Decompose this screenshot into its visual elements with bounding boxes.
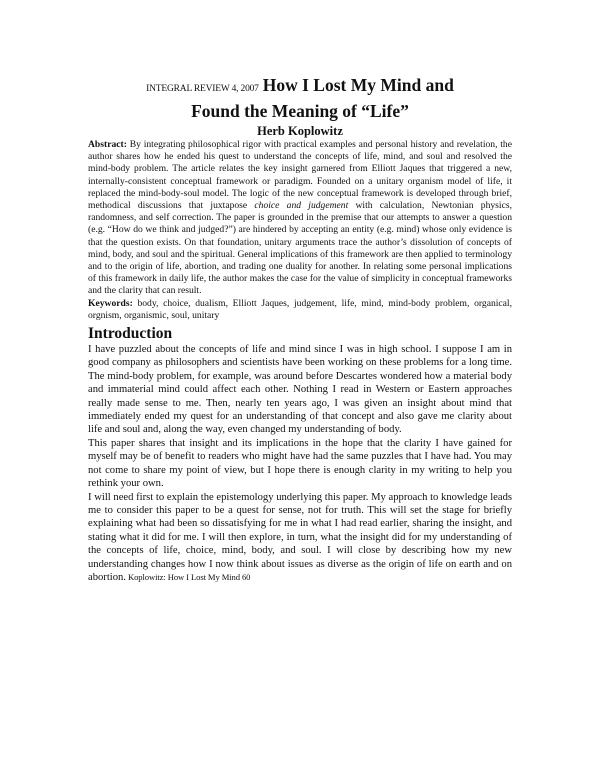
introduction-heading: Introduction (88, 325, 173, 343)
keywords-block (88, 298, 512, 322)
abstract-text-2: with calculation, Newtonian physics, randomness, and self correction. The paper is grounded in the premise that our attempts to answer a question (e.g. “How do we think and judged?”) are hindered by accepting an entity (e.g. mind) whose only evidence is that the question exists. On that foundation, unitary arguments trace the author’s dissolution of concepts of mind, body, and soul and the spiritual. General implications of this framework are then applied to terminology and to the origin of life, abortion, and trading one duality for another. In relating some personal implications of this framework in daily life, the author makes the case for the value of simplicity in conceptual frameworks and the clarity that can result. (88, 200, 512, 297)
keywords-text: body, choice, dualism, Elliott Jaques, judgement, life, mind, mind-body problem, organical, orgnism, organismic, soul, unitary (88, 297, 512, 321)
author-name: Herb Koplowitz (257, 124, 343, 138)
paper-page (88, 74, 512, 584)
abstract-text-1: By integrating philosophical rigor with practical examples and personal history and revelation, the author shares how he ended his quest to understand the concepts of life, mind, and soul and resolved the mind-body problem. The article relates the key insight garnered from Elliott Jaques that triggered a new, internally-consistent conceptual framework or paradigm. Founded on a unitary organism model of life, it replaced the mind-body-soul model. The logic of the new conceptual framework is developed through brief, methodical discussions that juxtapose (88, 139, 512, 212)
keywords-label: Keywords: (88, 297, 133, 309)
intro-paragraph-2: This paper shares that insight and its implications in the hope that the clarity I have gained for myself may be of benefit to readers who might have had the same puzzles that I have had. You may not come to share my point of view, but I hope there is enough clarity in my writing to help you rethink your own. (88, 437, 512, 490)
abstract-block (88, 139, 512, 298)
abstract-label: Abstract: (88, 139, 127, 150)
title-line-1 (88, 74, 512, 100)
page-footer: Koplowitz: How I Lost My Mind 60 (125, 571, 251, 582)
intro-paragraph-3-text: I will need first to explain the epistemology underlying this paper. My approach to knowledge leads me to consider this paper to be a quest for sense, not for truth. This will set the stage for briefly explaining what had been so dissatisfying for me in what I had read earlier, sharing the insight, and stating what it did for me. I will then explore, in turn, what the insight did for my understanding of the concepts of life, choice, mind, body, and soul. I will close by describing how my new understanding changes how I now think about issues as diverse as the origin of life on earth and on abortion. (88, 491, 512, 583)
paper-title-part-2: Found the Meaning of “Life” (191, 101, 409, 121)
paper-title-part-1: How I Lost My Mind and (262, 75, 454, 95)
journal-header: INTEGRAL REVIEW 4, 2007 (146, 84, 259, 94)
intro-paragraph-1: I have puzzled about the concepts of life and mind since I was in high school. I suppose I am in good company as philosophers and scientists have been working on these problems for a long time. The mind-body problem, for example, was around before Descartes wondered how a material body and immaterial mind could affect each other. Nothing I read in Western or Eastern approaches really made sense to me. Then, nearly ten years ago, I was given an insight about mind that immediately ended my quest for an understanding of that concept and also gave me clarity about life and soul and, along the way, even changed my understanding of body. (88, 344, 512, 436)
intro-paragraph-3 (88, 491, 512, 585)
abstract-italic-phrase: choice and judgement (254, 200, 349, 212)
